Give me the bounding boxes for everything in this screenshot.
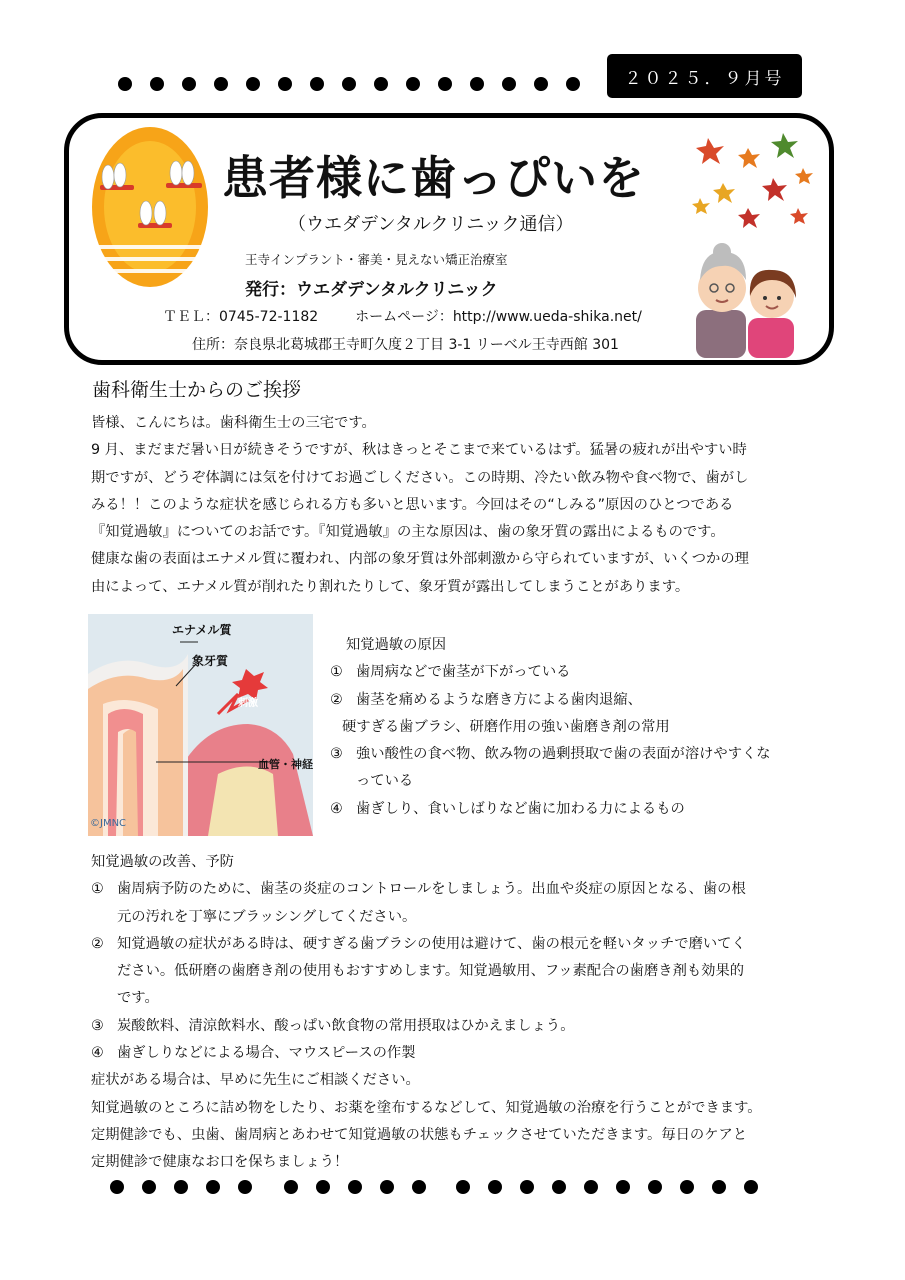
prevention-text: 元の汚れを丁寧にブラッシングしてください。 <box>117 908 417 925</box>
decor-dot <box>118 77 132 91</box>
prevention-text: 歯周病予防のために、歯茎の炎症のコントロールをしましょう。出血や炎症の原因となる、歯の根 <box>117 881 746 898</box>
decor-dot <box>278 77 292 91</box>
decor-dot <box>374 77 388 91</box>
tooth-illustration <box>88 614 313 836</box>
greeting-line: 皆様、こんにちは。歯科衛生士の三宅です。 <box>91 415 376 431</box>
moon-dragonfly-illustration <box>88 125 213 300</box>
decor-dot <box>342 77 356 91</box>
cause-item <box>330 687 830 742</box>
greeting-line: 健康な歯の表面はエナメル質に覆われ、内部の象牙質は外部刺激から守られていますが、いくつかの理 <box>91 551 749 568</box>
publisher-name: ウエダデンタルクリニック <box>296 280 498 300</box>
greeting-line: 由によって、エナメル質が削れたり割れたりして、象牙質が露出してしまうことがあります。 <box>91 578 690 595</box>
decor-dot <box>214 77 228 91</box>
cause-number: ② <box>330 691 343 708</box>
greeting-body <box>91 410 831 601</box>
homepage-link[interactable]: ホームページ：http://www.ueda-shika.net/ <box>355 309 642 325</box>
cause-text: 歯茎を痛めるような磨き方による歯肉退縮、 <box>356 691 642 708</box>
dentin-label: 象牙質 <box>192 654 229 668</box>
prevention-text: 知覚過敏の症状がある時は、硬すぎる歯ブラシの使用は避けて、歯の根元を軽いタッチで磨いてく <box>117 935 746 952</box>
decor-dot <box>584 1180 598 1194</box>
greeting-line: 9 月、まだまだ暑い日が続きそうですが、秋はきっとそこまで来ているはず。猛暑の疲れが出やすい時 <box>91 442 747 459</box>
prevention-text: 炭酸飲料、清涼飲料水、酸っぱい飲食物の常用摂取はひかえましょう。 <box>117 1017 575 1034</box>
decor-dot <box>712 1180 726 1194</box>
cause-text: っている <box>356 773 414 790</box>
decor-dot <box>110 1180 124 1194</box>
prevention-number: ③ <box>91 1017 104 1034</box>
issue-badge: ２０２５．９月号 <box>607 54 802 98</box>
cause-number: ④ <box>330 800 343 817</box>
newsletter-subtitle: （ウエダデンタルクリニック通信） <box>288 214 574 235</box>
decor-dot <box>502 77 516 91</box>
prevention-text: ださい。低研磨の歯磨き剤の使用もおすすめします。知覚過敏用、フッ素配合の歯磨き剤も効果的 <box>117 963 745 980</box>
decor-dot <box>412 1180 426 1194</box>
greeting-line: みる！！このような症状を感じられる方も多いと思います。今回はその“しみる”原因のひとつである <box>91 496 734 513</box>
decor-dot <box>438 77 452 91</box>
publisher-label: 発行： <box>245 280 296 300</box>
greeting-line: 『知覚過敏』についてのお話です。『知覚過敏』の主な原因は、歯の象牙質の露出によるものです。 <box>91 524 725 541</box>
decor-dot <box>206 1180 220 1194</box>
decor-dot <box>316 1180 330 1194</box>
cause-text: 硬すぎる歯ブラシ、研磨作用の強い歯磨き剤の常用 <box>342 718 670 735</box>
decor-dot <box>142 1180 156 1194</box>
cause-item <box>330 796 830 823</box>
prevention-section <box>91 849 831 1177</box>
publisher-line <box>245 275 498 300</box>
closing-line: 知覚過敏のところに詰め物をしたり、お薬を塗布するなどして、知覚過敏の治療を行うことができます。 <box>91 1099 762 1116</box>
cause-text: 歯ぎしり、食いしばりなど歯に加わる力によるもの <box>356 800 685 817</box>
decor-dot <box>348 1180 362 1194</box>
closing-line: 定期健診でも、虫歯、歯周病とあわせて知覚過敏の状態もチェックさせていただきます。毎日のケアと <box>91 1126 748 1143</box>
prevention-title: 知覚過敏の改善、予防 <box>91 854 234 870</box>
cause-item <box>330 741 830 796</box>
decor-dot <box>552 1180 566 1194</box>
causes-list <box>330 659 830 823</box>
prevention-text: です。 <box>117 990 159 1007</box>
decor-dot <box>174 1180 188 1194</box>
closing-line: 定期健診で健康なお口を保ちましょう！ <box>91 1154 349 1171</box>
prevention-item <box>91 1040 831 1067</box>
causes-section <box>330 632 830 823</box>
decor-dot <box>456 1180 470 1194</box>
decor-dot <box>238 1180 252 1194</box>
decor-dot <box>246 77 260 91</box>
tel-text: ＴＥＬ：0745-72-1182 <box>163 309 319 325</box>
cause-number: ① <box>330 664 343 681</box>
autumn-leaves-illustration <box>688 128 823 238</box>
address-line: 住所：奈良県北葛城郡王寺町久度２丁目 3-1 リーベル王寺西館 301 <box>192 337 619 353</box>
grandmother-girl-illustration <box>692 240 802 358</box>
decor-dot <box>648 1180 662 1194</box>
contact-line <box>163 306 642 326</box>
decor-dot <box>680 1180 694 1194</box>
causes-title: 知覚過敏の原因 <box>346 637 447 653</box>
stimulus-label: 刺激 <box>238 698 258 709</box>
greeting-line: 期ですが、どうぞ体調には気を付けてお過ごしください。この時期、冷たい飲み物や食べ物で、歯がし <box>91 469 749 486</box>
decor-dot <box>470 77 484 91</box>
cause-text: 強い酸性の食べ物、飲み物の過剰摂取で歯の表面が溶けやすくな <box>356 746 771 763</box>
prevention-item <box>91 1013 831 1040</box>
decor-dot <box>534 77 548 91</box>
prevention-text: 歯ぎしりなどによる場合、マウスピースの作製 <box>117 1045 416 1062</box>
decor-dot <box>616 1180 630 1194</box>
cause-text: 歯周病などで歯茎が下がっている <box>356 664 571 681</box>
decor-dot <box>310 77 324 91</box>
nerve-label: 血管・神経 <box>258 758 313 771</box>
cause-number: ③ <box>330 746 343 763</box>
decor-dot <box>380 1180 394 1194</box>
decor-dot <box>284 1180 298 1194</box>
decor-dot <box>566 77 580 91</box>
newsletter-title: 患者様に歯っぴいを <box>222 151 645 205</box>
prevention-number: ④ <box>91 1045 104 1062</box>
cause-item <box>330 659 830 686</box>
enamel-label: エナメル質 <box>172 623 232 637</box>
prevention-item <box>91 876 831 931</box>
decor-dot <box>520 1180 534 1194</box>
prevention-number: ② <box>91 935 104 952</box>
decor-dot <box>406 77 420 91</box>
prevention-number: ① <box>91 881 104 898</box>
decor-dot <box>182 77 196 91</box>
credit-label: ©JMNC <box>90 818 127 829</box>
decor-dot <box>744 1180 758 1194</box>
prevention-item <box>91 931 831 1013</box>
decor-dot <box>150 77 164 91</box>
closing-line: 症状がある場合は、早めに先生にご相談ください。 <box>91 1072 420 1089</box>
greeting-title: 歯科衛生士からのご挨拶 <box>92 379 302 401</box>
decor-dot <box>488 1180 502 1194</box>
services-line: 王寺インプラント・審美・見えない矯正治療室 <box>245 252 508 267</box>
